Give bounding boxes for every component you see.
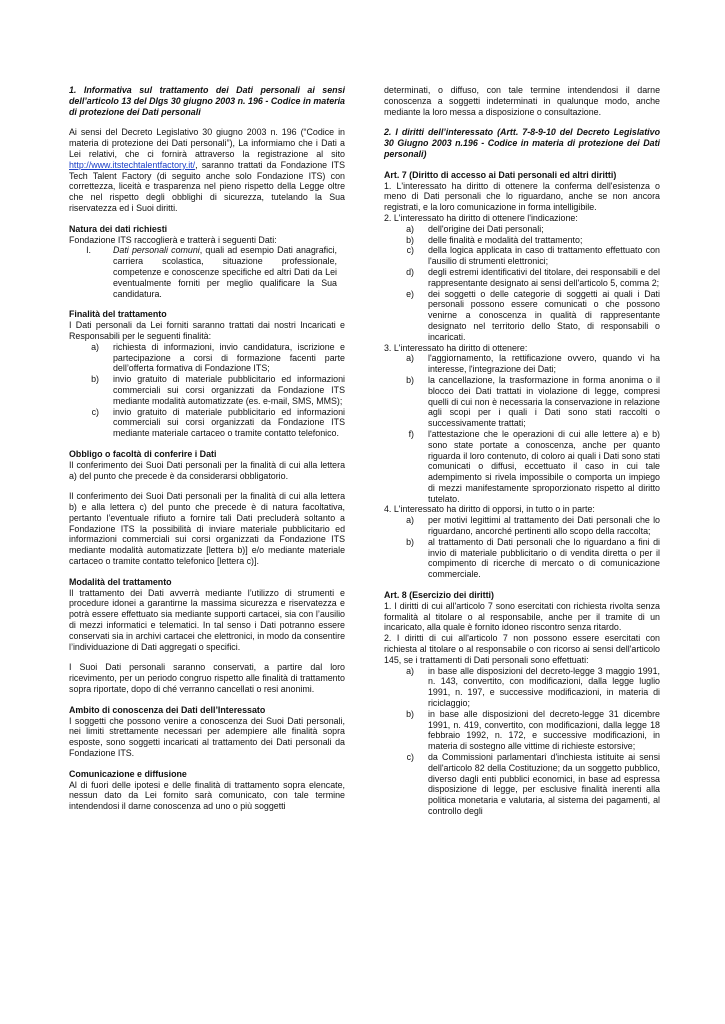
finalita-list (69, 342, 345, 439)
list-text: invio gratuito di materiale pubblicitario ed informazioni commerciali sui corsi organizzati da Fondazione ITS mediante materiale cartaceo o tramite contatto telefonico. (113, 406, 345, 439)
list-marker: c) (406, 752, 414, 763)
art7-p2: 2. L'interessato ha diritto di ottenere l'indicazione: (384, 212, 578, 223)
art8-p2: 2. I diritti di cui all'articolo 7 non possono essere esercitati con richiesta al titolare o al responsabile o con ricorso ai sensi dell'articolo 145, se i trattamenti di Dati personali sono effettuati: (384, 633, 660, 665)
list-marker: c) (406, 245, 414, 256)
list-text: per motivi legittimi al trattamento dei Dati personali che lo riguardano, ancorché pertinenti allo scopo della raccolta; (428, 515, 660, 537)
list-marker: d) (406, 266, 414, 277)
list-item (384, 375, 660, 429)
list-marker: b) (91, 374, 99, 385)
art7-p1: 1. L'interessato ha diritto di ottenere la conferma dell'esistenza o meno di Dati personali che lo riguardano, anche se non ancora registrati, e la loro comunicazione in forma intelligibile. (384, 180, 660, 213)
list-marker: c) (91, 406, 99, 417)
modalita-heading: Modalità del trattamento (69, 576, 172, 587)
list-item (384, 666, 660, 709)
list-item (69, 342, 345, 374)
list-item (384, 267, 660, 289)
list-marker: b) (406, 536, 414, 547)
list-item (384, 224, 660, 235)
comunicazione-text: Al di fuori delle ipotesi e delle finalità di trattamento sopra elencate, nessun dato da Lei fornito sarà comunicato, con tale termine intendendosi il darne conoscenza ad uno o più soggetti (69, 779, 345, 812)
list-marker: f) (408, 428, 414, 439)
list-text: delle finalità e modalità del trattamento; (428, 234, 583, 245)
art7-heading: Art. 7 (Diritto di accesso ai Dati personali ed altri diritti) (384, 169, 617, 180)
list-text: da Commissioni parlamentari d'inchiesta istituite ai sensi dell'articolo 82 della Costituzione; da un soggetto pubblico, diverso dagli enti pubblici economici, in base ad espressa disposizione di legge, per esclusive finalità inerenti alla politica monetaria e valutaria, al sistema dei pagamenti, al controllo degli (428, 752, 660, 816)
list-marker: b) (406, 234, 414, 245)
art7-p4-list (384, 515, 660, 580)
list-text: invio gratuito di materiale pubblicitario ed informazioni commerciali sui corsi organizzati da Fondazione ITS mediante modalità automatizzate (es. e-mail, SMS, MMS); (113, 374, 345, 406)
ambito-text: I soggetti che possono venire a conoscenza dei Suoi Dati personali, nei limiti strettamente necessari per adempiere alle finalità sopra esposte, sono soggetti incaricati al trattamento dei Dati personali da Fondazione ITS. (69, 715, 345, 759)
list-text: l'aggiornamento, la rettificazione ovvero, quando vi ha interesse, l'integrazione dei Dati; (428, 353, 660, 375)
list-text: l'attestazione che le operazioni di cui alle lettere a) e b) sono state portate a conoscenza, anche per quanto riguarda il loro contenuto, di coloro ai quali i Dati sono stati comunicati o diffusi, eccettuato il caso in cui tale adempimento si rivela impossibile o comporta un impiego di mezzi manifestamente sproporzionato rispetto al diritto tutelato. (428, 428, 660, 504)
modalita-p1: Il trattamento dei Dati avverrà mediante l’utilizzo di strumenti e procedure idonei a garantirne la massima sicurezza e riservatezza e potrà essere effettuato sia mediante supporti cartacei, sia con l’ausilio di mezzi informatici e telematici. In tal senso i Dati potranno essere conservati sia in archivi cartacei che elettronici, in modo da consentire l’individuazione di Dati aggregati o specifici. (69, 587, 345, 652)
list-item (384, 353, 660, 375)
intro-paragraph (69, 127, 345, 213)
list-marker: a) (406, 665, 414, 676)
finalita-text: I Dati personali da Lei forniti saranno trattati dai nostri Incaricati e Responsabili per le seguenti finalità: (69, 320, 345, 341)
natura-text: Fondazione ITS raccoglierà e tratterà i seguenti Dati: (69, 234, 277, 245)
section2-title: 2. I diritti dell’interessato (Artt. 7-8-9-10 del Decreto Legislativo 30 Giugno 2003 n.196 - Codice in materia di protezione dei Dati personali) (384, 127, 660, 159)
list-marker: a) (406, 223, 414, 234)
art7-p3-list (384, 353, 660, 504)
continuation-text: determinati, o diffuso, con tale termine intendendosi il darne conoscenza a soggetti indeterminati in qualunque modo, anche mediante la loro messa a disposizione o consultazione. (384, 85, 660, 117)
art7-p3: 3. L'interessato ha diritto di ottenere: (384, 342, 528, 353)
list-item (384, 429, 660, 505)
list-marker: a) (406, 515, 414, 526)
list-text: dell'origine dei Dati personali; (428, 223, 544, 234)
list-marker: I. (86, 245, 91, 256)
art8-list (384, 666, 660, 817)
obbligo-p2: Il conferimento dei Suoi Dati personali per la finalità di cui alla lettera b) e alla lettera c) del punto che precede è di natura facoltativa, pertanto l’eventuale rifiuto a fornire tali Dati precluderà soltanto a Fondazione ITS la possibilità di inviare materiale pubblicitario ed informazioni commerciali sui corsi organizzati da Fondazione ITS mediante modalità automatizzate [lettera b)] e/o mediante materiale cartaceo o tramite contatto telefonico [lettera c)]. (69, 491, 345, 567)
list-text: la cancellazione, la trasformazione in forma anonima o il blocco dei Dati trattati in violazione di legge, compresi quelli di cui non è necessaria la conservazione in relazione agli scopi per i quali i Dati sono stati raccolti o successivamente trattati; (428, 374, 660, 429)
art8-heading: Art. 8 (Esercizio dei diritti) (384, 590, 494, 601)
site-link[interactable]: http://www.itstechtalentfactory.it/ (69, 159, 196, 170)
list-marker: a) (91, 341, 99, 352)
list-item (69, 374, 345, 406)
intro-text: Ai sensi del Decreto Legislativo 30 giugno 2003 n. 196 (“Codice in materia di protezione dei Dati personali”), La informiamo che i Dati a Lei relativi, che ci fornirà attraverso la registrazione al sito (69, 127, 345, 159)
list-item (384, 537, 660, 580)
list-item (384, 289, 660, 343)
natura-item-text: , quali ad esempio Dati anagrafici, carriera scolastica, situazione professionale, competenze e conoscenze specifiche ed altri Dati da Lei eventualmente forniti per meglio qualificare la Sua candidatura. (113, 245, 337, 299)
ambito-heading: Ambito di conoscenza dei Dati dell’Interessato (69, 704, 266, 715)
list-text: in base alle disposizioni del decreto-legge 3 maggio 1991, n. 143, convertito, con modificazioni, dalla legge luglio 1991, n. 197, e successive modificazioni, in materia di riciclaggio; (428, 665, 660, 709)
modalita-p2: I Suoi Dati personali saranno conservati, a partire dal loro ricevimento, per un periodo congruo rispetto alle finalità di trattamento sopra riportate, dopo di ché verranno cancellati o resi anonimi. (69, 662, 345, 695)
list-item (384, 515, 660, 537)
list-text (113, 245, 345, 299)
obbligo-heading: Obbligo o facoltà di conferire i Dati (69, 448, 217, 459)
list-marker: e) (406, 288, 414, 299)
art7-p2-list (384, 224, 660, 343)
list-marker: b) (406, 374, 414, 385)
list-text: richiesta di informazioni, invio candidatura, iscrizione e partecipazione a corsi di formazione facenti parte dell’offerta formativa di Fondazione ITS; (113, 341, 345, 374)
list-text: degli estremi identificativi del titolare, dei responsabili e del rappresentante designato ai sensi dell'articolo 5, comma 2; (428, 266, 660, 288)
obbligo-p1: Il conferimento dei Suoi Dati personali per la finalità di cui alla lettera a) del punto che precede è da considerarsi obbligatorio. (69, 459, 345, 481)
list-item (384, 752, 660, 817)
list-item (69, 407, 345, 439)
list-marker: b) (406, 708, 414, 719)
left-column (69, 85, 345, 812)
section1-title: 1. Informativa sul trattamento dei Dati personali ai sensi dell’articolo 13 del Dlgs 30 giugno 2003 n. 196 - Codice in materia di protezione dei Dati personali (69, 85, 345, 117)
natura-heading: Natura dei dati richiesti (69, 223, 168, 234)
art7-p4: 4. L'interessato ha diritto di opporsi, in tutto o in parte: (384, 504, 595, 515)
list-text: della logica applicata in caso di trattamento effettuato con l'ausilio di strumenti elettronici; (428, 245, 660, 267)
comunicazione-heading: Comunicazione e diffusione (69, 768, 187, 779)
list-text: al trattamento di Dati personali che lo riguardano a fini di invio di materiale pubblicitario o di vendita diretta o per il compimento di ricerche di mercato o di comunicazione commerciale. (428, 536, 660, 580)
list-item (384, 245, 660, 267)
right-column (384, 85, 660, 817)
list-text: in base alle disposizioni del decreto-legge 31 dicembre 1991, n. 419, convertito, con modificazioni, dalla legge 18 febbraio 1992, n. 172, e successive modificazioni, in materia di sostegno alle vittime di richieste estorsive; (428, 708, 660, 752)
finalita-heading: Finalità del trattamento (69, 309, 167, 320)
natura-em: Dati personali comuni (113, 245, 200, 256)
list-item (384, 709, 660, 752)
list-text: dei soggetti o delle categorie di soggetti ai quali i Dati personali possono essere comunicati o che possono venirne a conoscenza in qualità di rappresentante designato nel territorio dello Stato, di responsabili o incaricati. (428, 288, 660, 342)
list-marker: a) (406, 353, 414, 364)
list-item (69, 245, 345, 299)
list-item (384, 235, 660, 246)
art8-p1: 1. I diritti di cui all'articolo 7 sono esercitati con richiesta rivolta senza formalità al titolare o al responsabile, anche per il tramite di un incaricato, alla quale è fornito idoneo riscontro senza ritardo. (384, 600, 660, 633)
intro-text-cont: , saranno trattati da Fondazione ITS Tech Talent Factory (di seguito anche solo Fondazione ITS) con correttezza, liceità e trasparenza nel pieno rispetto della Legge oltre che nel rispetto degli obblighi di sicurezza, tutelando la Sua riservatezza ed i Suoi diritti. (69, 159, 345, 213)
